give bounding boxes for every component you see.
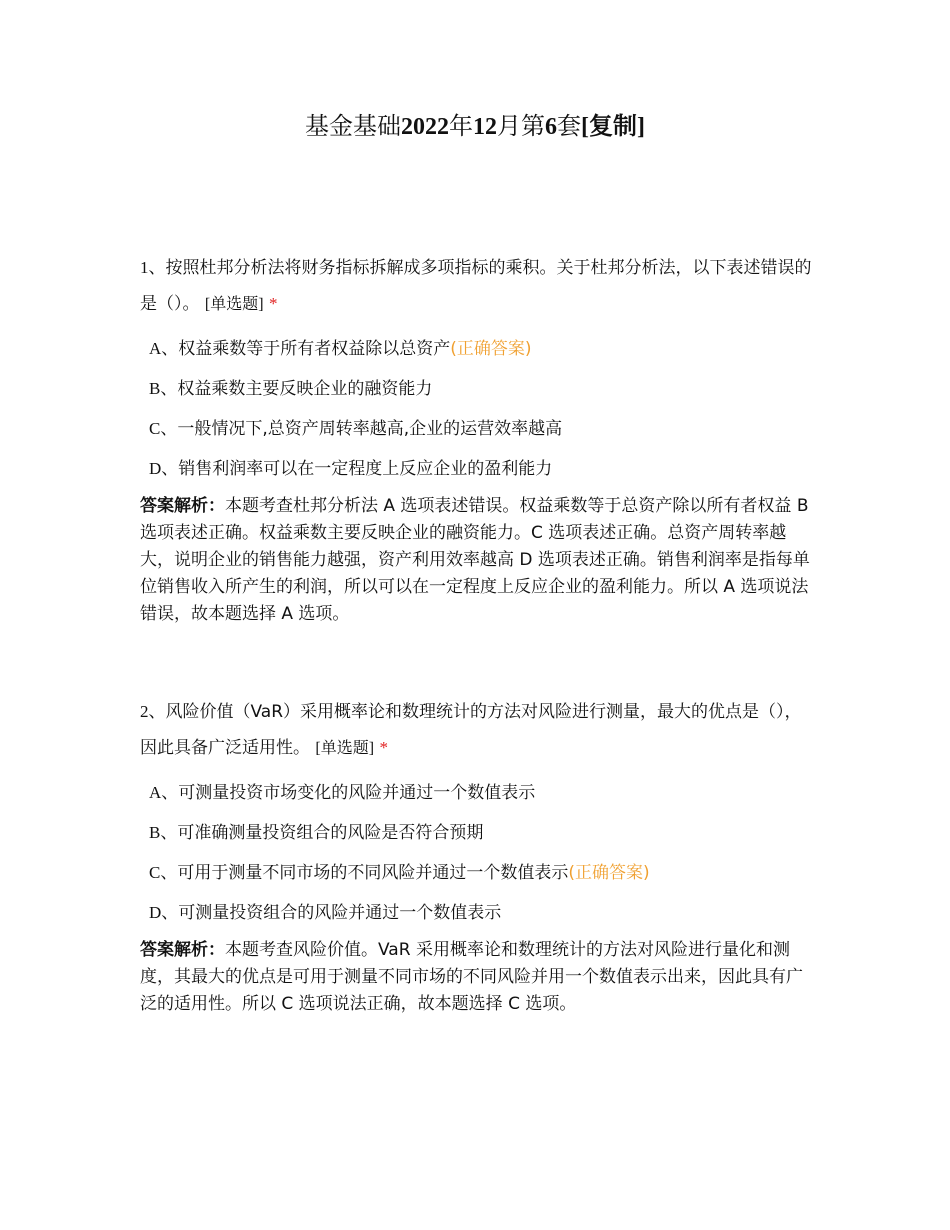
option-list (140, 329, 812, 489)
option-a[interactable]: A、权益乘数等于所有者权益除以总资产(正确答案) (149, 339, 532, 359)
analysis-label: 答案解析： (140, 940, 225, 960)
question-type: [单选题] (204, 296, 264, 313)
option-c[interactable]: C、可用于测量不同市场的不同风险并通过一个数值表示(正确答案) (149, 863, 650, 883)
answer-analysis (140, 493, 812, 628)
analysis-text: 本题考查杜邦分析法 A 选项表述错误。权益乘数等于总资产除以所有者权益 B 选项表述正确。权益乘数主要反映企业的融资能力。C 选项表述正确。总资产周转率越大，说明企业的销售能力越强，资产利用效率越高 D 选项表述正确。销售利润率是指每单位销售收入所产生的利润，所以可以在一定程度上反应企业的盈利能力。所以 A 选项说法错误，故本题选择 A 选项。 (140, 496, 810, 624)
required-mark: * (379, 738, 388, 757)
page-title: 基金基础2022年12月第6套[复制] (305, 114, 645, 140)
option-b[interactable]: B、可准确测量投资组合的风险是否符合预期 (149, 823, 484, 843)
question-type: [单选题] (315, 740, 375, 757)
question-2 (140, 694, 812, 1018)
option-a[interactable]: A、可测量投资市场变化的风险并通过一个数值表示 (149, 783, 536, 803)
option-d[interactable]: D、可测量投资组合的风险并通过一个数值表示 (149, 903, 502, 923)
answer-analysis (140, 937, 812, 1018)
analysis-text: 本题考查风险价值。VaR 采用概率论和数理统计的方法对风险进行量化和测度，其最大的优点是可用于测量不同市场的不同风险并用一个数值表示出来，因此具有广泛的适用性。所以 C 选项说法正确，故本题选择 C 选项。 (140, 940, 803, 1014)
correct-answer-mark: (正确答案) (568, 863, 650, 883)
option-c[interactable]: C、一般情况下,总资产周转率越高,企业的运营效率越高 (149, 419, 563, 439)
required-mark: * (268, 294, 278, 313)
question-text: 1、按照杜邦分析法将财务指标拆解成多项指标的乘积。关于杜邦分析法，以下表述错误的是（）。 [单选题] * (140, 258, 812, 314)
analysis-label: 答案解析： (140, 496, 225, 516)
option-b[interactable]: B、权益乘数主要反映企业的融资能力 (149, 379, 433, 399)
option-d[interactable]: D、销售利润率可以在一定程度上反应企业的盈利能力 (149, 459, 553, 479)
option-list (140, 773, 812, 933)
question-text: 2、风险价值（VaR）采用概率论和数理统计的方法对风险进行测量，最大的优点是（），因此具备广泛适用性。 [单选题] * (140, 702, 802, 758)
correct-answer-mark: (正确答案) (450, 339, 532, 359)
question-1 (140, 250, 812, 628)
